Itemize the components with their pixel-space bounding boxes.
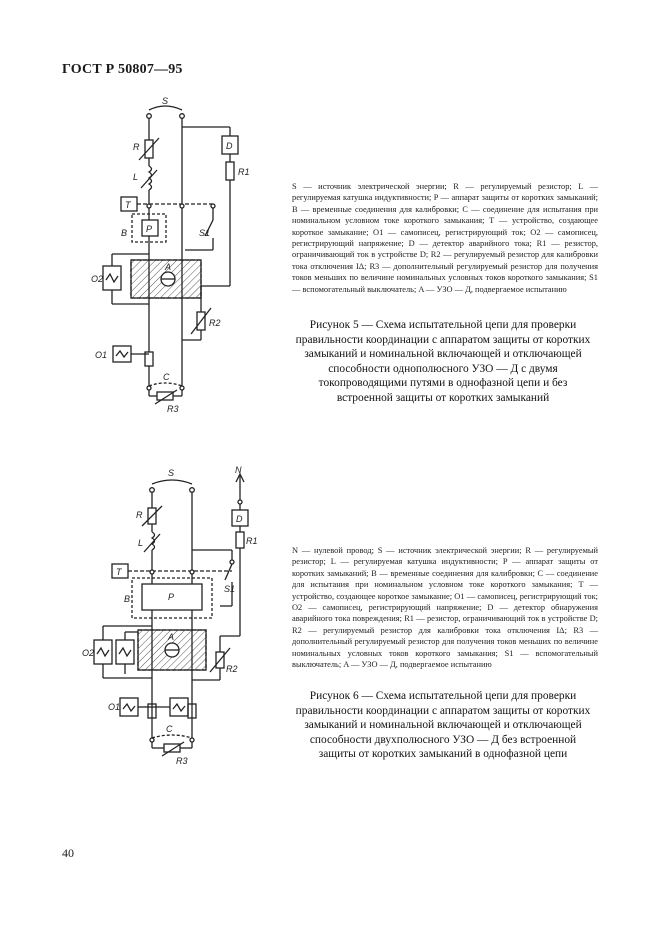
fig6-label-c: C	[166, 724, 173, 734]
fig5-label-b: B	[121, 228, 128, 238]
fig6-label-a: A	[168, 632, 175, 642]
fig6-label-s: S	[168, 468, 175, 478]
figure6-schematic	[80, 466, 290, 766]
fig6-label-t: T	[116, 567, 122, 577]
document-header: ГОСТ Р 50807—95	[62, 62, 183, 77]
fig5-label-p: P	[146, 224, 153, 234]
fig5-label-r3: R3	[167, 404, 179, 414]
fig5-label-t: T	[125, 200, 131, 210]
fig5-label-r1: R1	[238, 167, 250, 177]
fig6-label-r1: R1	[246, 536, 258, 546]
figure5-schematic	[85, 90, 285, 430]
fig6-label-n: N	[235, 465, 242, 475]
fig5-label-r: R	[133, 142, 140, 152]
page-number: 40	[62, 846, 74, 860]
fig6-label-d: D	[236, 514, 243, 524]
fig5-label-c: C	[163, 372, 170, 382]
figure6-caption: Рисунок 6 — Схема испытательной цепи для проверки правильности координации с аппаратом защиты от коротких замыканий и номинальной включающей и отключающей способности двухполюсного УЗО — Д без встроенной защиты от коротких замыканий в однофазной цепи	[295, 690, 591, 761]
fig6-label-l: L	[138, 538, 144, 548]
fig5-label-o2: O2	[91, 274, 104, 284]
fig5-label-l: L	[133, 172, 139, 182]
fig6-label-s1: S1	[224, 584, 236, 594]
fig5-label-s1: S1	[199, 228, 211, 238]
fig6-label-b: B	[124, 594, 131, 604]
fig6-label-r3: R3	[176, 756, 188, 766]
fig6-label-o2: O2	[82, 648, 95, 658]
fig6-label-p: P	[168, 592, 175, 602]
fig6-label-o1: O1	[108, 702, 121, 712]
fig6-label-r2: R2	[226, 664, 238, 674]
fig5-label-s: S	[162, 96, 169, 106]
figure6-legend: N — нулевой провод; S — источник электрической энергии; R — регулируемый резистор; L — регулируемая катушка индуктивности; P — аппарат защиты от коротких замыканий; B — временные соединения для калибровки; C — соединение для испытания при номинальном условном токе короткого замыкания; T — устройство, создающее короткое замыкание; O1 — самописец, регистрирующий ток; O2 — самописец, регистрирующий напряжение; D — детектор обнаружения аварийного тока повреждения; R1 — резистор, ограничивающий ток в устройстве D; R2 — регулируемый резистор для калибровки тока отключения IΔ; R3 — дополнительный регулируемый резистор для получения токов меньших по величине номинальных условных токов короткого замыкания; S1 — вспомогательный выключатель; A — УЗО — Д, подвергаемое испытанию	[292, 546, 598, 670]
fig5-label-o1: O1	[95, 350, 108, 360]
fig6-label-r: R	[136, 510, 143, 520]
figure5-legend: S — источник электрической энергии; R — регулируемый резистор; L — регулируемая катушка индуктивности; P — аппарат защиты от коротких замыканий; B — временные соединения для калибровки; C — соединение для испытания при номинальном условном токе короткого замыкания; T — устройство, создающее короткое замыкание; O1 — самописец, регистрирующий ток; O2 — самописец, регистрирующий напряжение; D — детектор аварийного тока; R1 — резистор, ограничивающий ток в устройстве D; R2 — регулируемый резистор для калибровки тока отключения IΔ; R3 — дополнительный регулируемый резистор для получения токов меньших по величине номинальных условных токов короткого замыкания; S1 — вспомогательный выключатель; A — УЗО — Д, подвергаемое испытанию	[292, 182, 598, 294]
fig5-label-r2: R2	[209, 318, 221, 328]
figure5-caption: Рисунок 5 — Схема испытательной цепи для проверки правильности координации с аппаратом защиты от коротких замыканий и номинальной включающей и отключающей способности однополюсного УЗО — Д с двумя токопроводящими путями в однофазной цепи и без встроенной защиты от коротких замыканий	[295, 319, 591, 404]
fig5-label-a: A	[165, 262, 172, 272]
fig5-label-d: D	[226, 141, 233, 151]
